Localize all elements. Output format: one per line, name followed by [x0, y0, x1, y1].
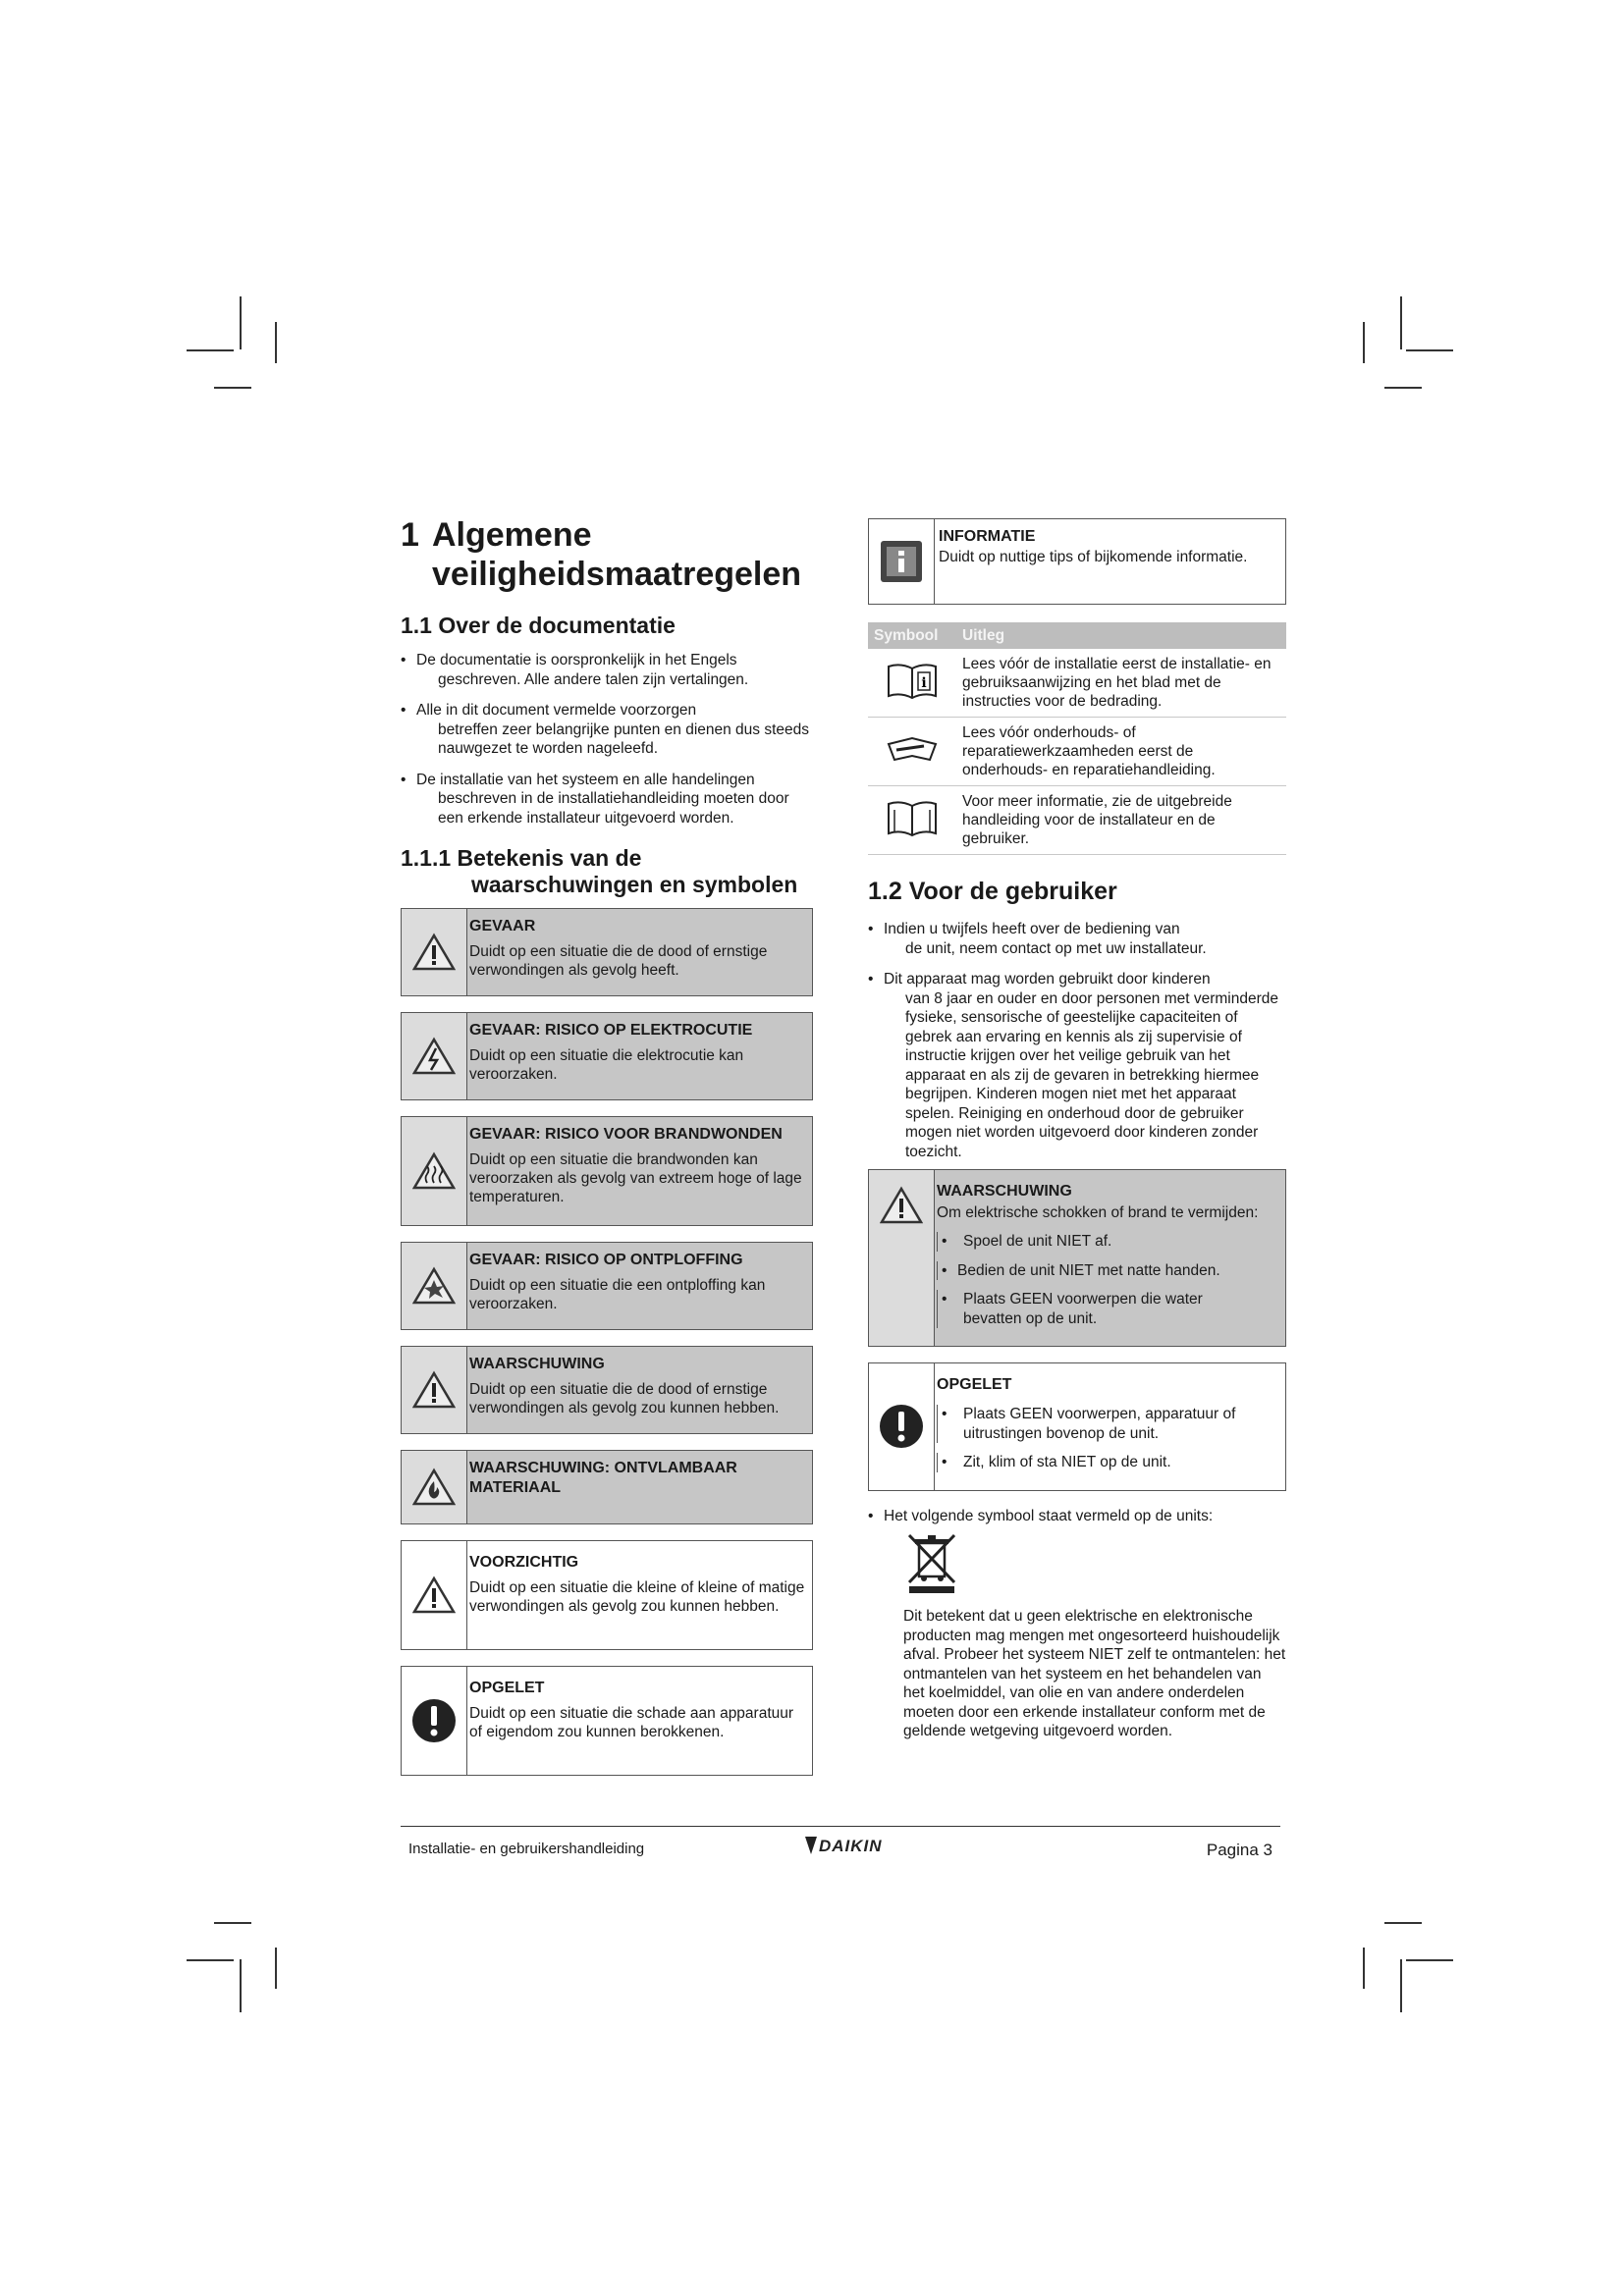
- notice-user-warning: [868, 1169, 1286, 1347]
- symbol-table: [868, 622, 1286, 855]
- explosion-icon: [402, 1243, 467, 1329]
- crop-mark: [1406, 1959, 1453, 1961]
- warning-triangle-icon: [402, 909, 467, 995]
- hot-surface-icon: [402, 1117, 467, 1225]
- bullet-line1: Bedien de unit NIET met natte handen.: [957, 1261, 1220, 1279]
- info-box: [868, 518, 1286, 605]
- notice-text: Duidt op een situatie die de dood of ernstige verwondingen als gevolg heeft.: [469, 943, 768, 979]
- list-item: [401, 651, 813, 689]
- section-1-1-1-title: [401, 845, 813, 898]
- notice-user-caution: [868, 1362, 1286, 1491]
- bullet-line1: Alle in dit document vermelde voorzorgen: [416, 702, 697, 719]
- warning-list: [937, 1232, 1279, 1328]
- section-1-1-1-line2: waarschuwingen en symbolen: [471, 872, 798, 897]
- notice-electrocution: [401, 1012, 813, 1100]
- bullet-rest: betreffen zeer belangrijke punten en dienen dus steeds nauwgezet te worden nageleefd.: [438, 721, 810, 757]
- crop-mark: [275, 1948, 277, 1989]
- notice-text: Duidt op een situatie die brandwonden kan veroorzaken als gevolg van extreem hoge of lage temperaturen.: [469, 1151, 802, 1205]
- notice-title: WAARSCHUWING: [937, 1183, 1072, 1200]
- warning-triangle-icon: [402, 1347, 467, 1433]
- section-1-2-title: 1.2 Voor de gebruiker: [868, 878, 1117, 905]
- bullet-rest: geschreven. Alle andere talen zijn vertalingen.: [438, 670, 749, 688]
- symbol-explanation: Lees vóór onderhouds- of reparatiewerkzaamheden eerst de onderhouds- en reparatiehandleiding.: [956, 718, 1286, 786]
- chapter-title-line2: veiligheidsmaatregelen: [432, 556, 802, 593]
- notice-title: GEVAAR: RISICO VOOR BRANDWONDEN: [469, 1126, 783, 1143]
- doc-bullet-list: [401, 651, 813, 828]
- notice-title: GEVAAR: RISICO OP ELEKTROCUTIE: [469, 1022, 753, 1039]
- weee-bin-icon: [903, 1531, 1286, 1599]
- list-item: [937, 1261, 1279, 1281]
- bullet-line1: • Spoel de unit NIET af.: [963, 1233, 1112, 1250]
- list-item: [401, 701, 813, 759]
- info-title: INFORMATIE: [939, 528, 1036, 545]
- list-item: [937, 1453, 1279, 1472]
- section-1-1-title: 1.1 Over de documentatie: [401, 613, 676, 638]
- exclamation-circle-icon: [402, 1667, 467, 1775]
- page-footer: [401, 1826, 1280, 1859]
- manual-info-icon: [868, 649, 956, 718]
- list-item: [868, 1507, 1286, 1526]
- crop-mark: [214, 1922, 251, 1924]
- bullet-rest: de unit, neem contact op met uw installateur.: [905, 939, 1207, 957]
- table-row: [868, 649, 1286, 718]
- chapter-title: [401, 515, 813, 594]
- notice-title: WAARSCHUWING: ONTVLAMBAAR MATERIAAL: [469, 1460, 737, 1496]
- svg-text:i: i: [921, 675, 927, 691]
- notice-flammable: [401, 1450, 813, 1524]
- table-row: [868, 786, 1286, 855]
- list-item: [868, 970, 1286, 1161]
- bullet-line1: Het volgende symbool staat vermeld op de units:: [884, 1507, 1214, 1524]
- bullet-line1: • Plaats GEEN voorwerpen die water: [963, 1291, 1203, 1308]
- notice-title: OPGELET: [469, 1680, 545, 1696]
- notice-text: Duidt op een situatie die schade aan apparatuur of eigendom zou kunnen berokkenen.: [469, 1705, 794, 1740]
- exclamation-circle-icon: [869, 1363, 935, 1490]
- notice-attention: [401, 1666, 813, 1776]
- symbol-column-header: Symbool: [868, 622, 956, 649]
- footer-document-title: Installatie- en gebruikershandleiding: [408, 1841, 645, 1857]
- crop-mark: [1384, 1922, 1422, 1924]
- crop-mark: [1400, 1959, 1402, 2012]
- right-column: [868, 518, 1286, 1741]
- table-row: [868, 718, 1286, 786]
- info-text: Duidt op nuttige tips of bijkomende informatie.: [939, 549, 1248, 565]
- bullet-line1: Dit apparaat mag worden gebruikt door kinderen: [884, 971, 1211, 988]
- crop-mark: [240, 1959, 242, 2012]
- notice-title: GEVAAR: RISICO OP ONTPLOFFING: [469, 1252, 743, 1268]
- bullet-rest: uitrustingen bovenop de unit.: [963, 1424, 1160, 1442]
- notice-danger: [401, 908, 813, 996]
- caution-list: [937, 1405, 1279, 1472]
- info-icon: [869, 519, 935, 604]
- symbol-bullet-list: [868, 1507, 1286, 1526]
- notice-burn: [401, 1116, 813, 1226]
- notice-title: GEVAAR: [469, 918, 536, 934]
- section-1-1-1-line1: 1.1.1 Betekenis van de: [401, 845, 642, 871]
- bullet-line1: De installatie van het systeem en alle handelingen: [416, 771, 755, 788]
- bullet-rest: bevatten op de unit.: [963, 1309, 1098, 1327]
- crop-mark: [187, 349, 234, 351]
- daikin-logo-text: DAIKIN: [819, 1837, 883, 1855]
- list-item: [937, 1290, 1279, 1328]
- notice-text: Duidt op een situatie die kleine of kleine of matige verwondingen als gevolg zou kunnen hebben.: [469, 1579, 805, 1615]
- bullet-rest: beschreven in de installatiehandleiding moeten door een erkende installateur uitgevoerd worden.: [438, 790, 789, 827]
- notice-warning: [401, 1346, 813, 1434]
- electric-hazard-icon: [402, 1013, 467, 1099]
- page-number: Pagina 3: [1206, 1841, 1272, 1859]
- list-item: [401, 771, 813, 828]
- notice-text: Duidt op een situatie die de dood of ernstige verwondingen als gevolg zou kunnen hebben.: [469, 1381, 780, 1416]
- notice-text: Om elektrische schokken of brand te vermijden:: [937, 1204, 1259, 1221]
- symbol-explanation: Voor meer informatie, zie de uitgebreide handleiding voor de installateur en de gebruiker.: [956, 786, 1286, 855]
- user-bullet-list: [868, 920, 1286, 1161]
- left-column: [401, 515, 813, 1791]
- crop-mark: [1363, 322, 1365, 363]
- bullet-line1: • Zit, klim of sta NIET op de unit.: [963, 1454, 1171, 1470]
- notice-title: VOORZICHTIG: [469, 1554, 579, 1571]
- crop-mark: [1406, 349, 1453, 351]
- notice-explosion: [401, 1242, 813, 1330]
- flammable-icon: [402, 1451, 467, 1523]
- warning-triangle-icon: [402, 1541, 467, 1649]
- notice-title: WAARSCHUWING: [469, 1356, 605, 1372]
- explanation-column-header: Uitleg: [956, 622, 1286, 649]
- list-item: [868, 920, 1286, 958]
- list-item: [937, 1405, 1279, 1443]
- crop-mark: [275, 322, 277, 363]
- chapter-number: 1: [401, 516, 419, 554]
- weee-text: Dit betekent dat u geen elektrische en elektronische producten mag mengen met ongesorteerd huishoudelijk afval. Probeer het systeem NIET zelf te ontmantelen: het ontmantelen van het systeem en het behandelen van het koelmiddel, van olie en van andere onderdelen moeten door een erkende installateur conform met de geldende wetgeving uitgevoerd worden.: [903, 1608, 1286, 1739]
- notice-caution: [401, 1540, 813, 1650]
- notice-text: Duidt op een situatie die een ontploffing kan veroorzaken.: [469, 1277, 766, 1312]
- bullet-line1: De documentatie is oorspronkelijk in het Engels: [416, 652, 737, 668]
- crop-mark: [1400, 296, 1402, 349]
- warning-triangle-icon: [869, 1170, 935, 1346]
- notice-text: Duidt op een situatie die elektrocutie kan veroorzaken.: [469, 1047, 744, 1083]
- bullet-line1: • Plaats GEEN voorwerpen, apparatuur of: [963, 1406, 1236, 1422]
- list-item: [937, 1232, 1279, 1252]
- bullet-rest: van 8 jaar en ouder en door personen met verminderde fysieke, sensorische of geestelijke capaciteiten of gebrek aan ervaring en kennis als zij supervisie of instructie krijgen over het veilige gebruik van het apparaat en als zij de gevaren in betrekking hiermee begrijpen. Kinderen mogen niet met het apparaat spelen. Reiniging en onderhoud door de gebruiker mogen niet worden uitgevoerd door kinderen zonder toezicht.: [905, 989, 1278, 1160]
- crop-mark: [1363, 1948, 1365, 1989]
- crop-mark: [214, 387, 251, 389]
- crop-mark: [187, 1959, 234, 1961]
- crop-mark: [1384, 387, 1422, 389]
- notice-title: OPGELET: [937, 1376, 1012, 1393]
- notices-list: [401, 908, 813, 1776]
- symbol-explanation: Lees vóór de installatie eerst de installatie- en gebruiksaanwijzing en het blad met de instructies voor de bedrading.: [956, 649, 1286, 718]
- service-manual-icon: [868, 718, 956, 786]
- daikin-logo: [803, 1833, 911, 1863]
- open-book-icon: [868, 786, 956, 855]
- bullet-line1: Indien u twijfels heeft over de bediening van: [884, 921, 1180, 937]
- crop-mark: [240, 296, 242, 349]
- chapter-title-line1: Algemene: [432, 516, 592, 554]
